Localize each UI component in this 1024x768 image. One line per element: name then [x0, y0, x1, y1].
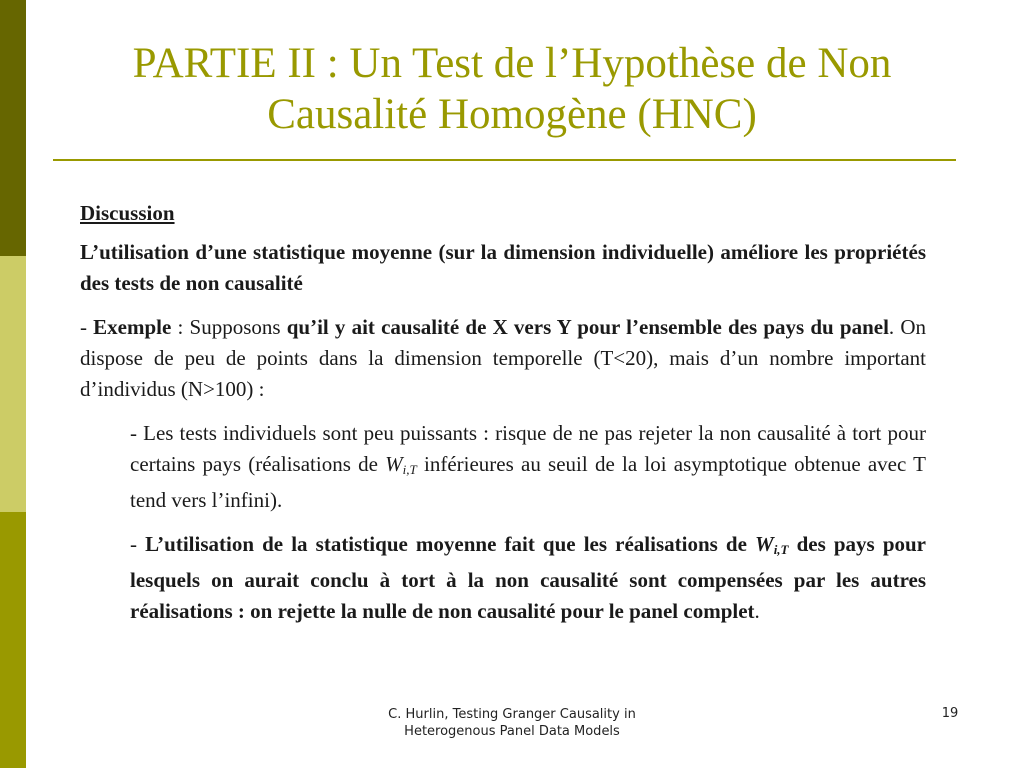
point2-variable — [755, 532, 789, 556]
example-description: . On dispose de peu de points dans la dimension temporelle (T<20), mais d’un nombre important d’individus (N>100) : — [80, 315, 927, 401]
point1-text-after: inférieures au seuil de la loi asymptotique obtenue avec T tend vers l’infini). — [130, 452, 927, 512]
point2-text-after: des pays pour lesquels on aurait conclu à tort à la non causalité sont compensées par les autres réalisations : on rejette la nulle de non causalité pour le panel complet — [130, 532, 926, 623]
point2-text-before: L’utilisation de la statistique moyenne fait que les réalisations de — [145, 532, 755, 556]
point1-var-subscript: i,T — [402, 462, 417, 477]
point-individual-tests — [130, 418, 926, 516]
point2-dash: - — [130, 532, 146, 556]
point2-var-subscript: i,T — [773, 542, 789, 557]
example-paragraph — [80, 312, 926, 405]
side-bar-segment-medium — [0, 512, 26, 768]
slide-title-line-1: PARTIE II : Un Test de l’Hypothèse de Non — [132, 40, 892, 87]
side-bar-segment-dark — [0, 0, 26, 256]
decorative-side-bar — [0, 0, 26, 768]
point2-var-letter: W — [755, 532, 774, 556]
title-divider — [53, 159, 956, 161]
slide-footer — [362, 706, 662, 740]
footer-line-2: Heterogenous Panel Data Models — [404, 724, 620, 739]
footer-line-1: C. Hurlin, Testing Granger Causality in — [388, 707, 636, 722]
point1-variable — [385, 452, 417, 476]
slide-body — [80, 198, 926, 640]
point2-end: . — [754, 599, 760, 623]
example-dash: - — [80, 315, 94, 339]
example-separator: : Supposons — [171, 315, 287, 339]
example-label: Exemple — [93, 315, 172, 339]
slide-title-line-2: Causalité Homogène (HNC) — [267, 91, 757, 138]
section-heading: Discussion — [80, 201, 175, 225]
slide-title — [40, 38, 984, 140]
point-mean-statistic — [130, 529, 926, 627]
example-hypothesis: qu’il y ait causalité de X vers Y pour l’ensemble des pays du panel — [286, 315, 889, 339]
point1-var-letter: W — [385, 452, 403, 476]
page-number: 19 — [941, 706, 959, 721]
side-bar-segment-light — [0, 256, 26, 512]
point1-text-before: - Les tests individuels sont peu puissants : risque de ne pas rejeter la non causalité à tort pour certains pays (réalisations de — [130, 421, 926, 476]
lead-statement: L’utilisation d’une statistique moyenne (sur la dimension individuelle) améliore les propriétés des tests de non causalité — [80, 240, 926, 295]
